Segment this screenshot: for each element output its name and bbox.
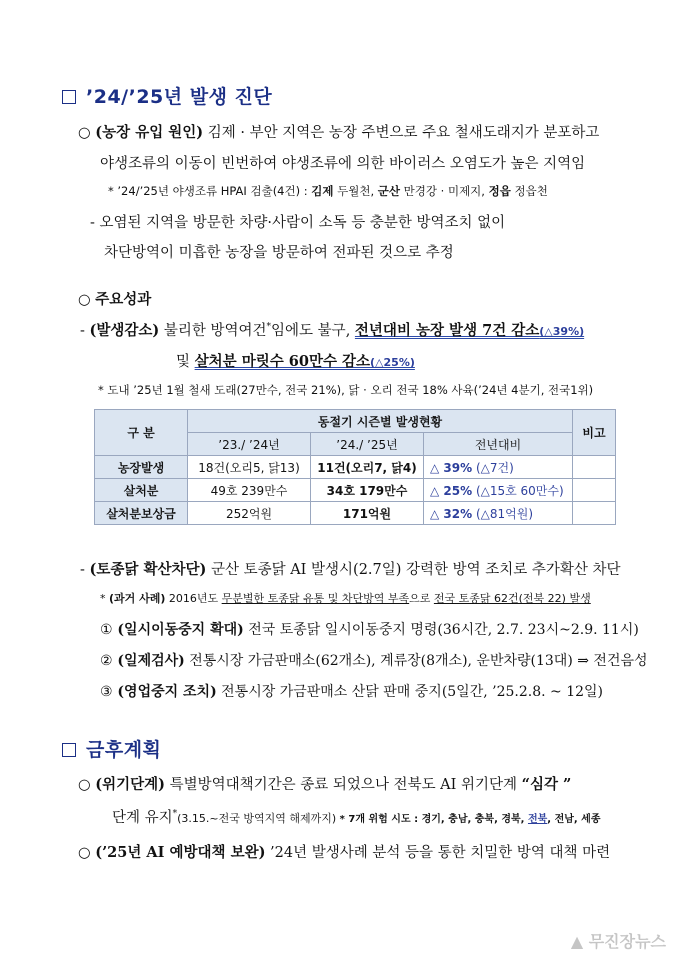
section-title-diagnosis: ’24/’25년 발생 진단 — [62, 82, 272, 109]
section-title-plan: 금후계획 — [62, 735, 161, 762]
header-2324: ’23./ ’24년 — [188, 433, 311, 456]
header-category: 구 분 — [95, 410, 188, 456]
circle-bullet-icon: ○ — [78, 845, 96, 861]
header-note: 비고 — [573, 410, 616, 456]
past-case-note: * (과거 사례) 2016년도 무분별한 토종닭 유통 및 차단방역 부족으로 전국 토종닭 62건(전북 22) 발생 — [100, 592, 591, 605]
decrease-line-1: - (발생감소) 불리한 방역여건*임에도 불구, 전년대비 농장 발생 7건 감소(△39%) — [80, 322, 585, 339]
prevention-line: ○ (’25년 AI 예방대책 보완) ’24년 발생사례 분석 등을 통한 치밀한 방역 대책 마련 — [78, 844, 611, 861]
header-group: 동절기 시즌별 발생현황 — [188, 410, 573, 433]
spread-line-1: - 오염된 지역을 방문한 차량·사람이 소독 등 충분한 방역조치 없이 — [90, 215, 506, 231]
table-row: 농장발생 18건(오리5, 닭13) 11건(오리7, 닭4) △ 39% (△7건) — [95, 456, 616, 479]
mountain-logo-icon: ▲ — [570, 932, 589, 951]
native-chicken-line: - (토종닭 확산차단) 군산 토종닭 AI 발생시(2.7일) 강력한 방역 조치로 추가확산 차단 — [80, 561, 621, 578]
square-bullet-icon — [62, 743, 76, 757]
outbreak-table — [94, 409, 616, 525]
crisis-line-1: ○ (위기단계) 특별방역대책기간은 종료 되었으나 전북도 AI 위기단계 “심각 ” — [78, 776, 572, 793]
header-yoy: 전년대비 — [424, 433, 573, 456]
cause-line-1: ○ (농장 유입 원인) 김제 · 부안 지역은 농장 주변으로 주요 철새도래지가 분포하고 — [78, 124, 600, 141]
results-heading: ○ 주요성과 — [78, 291, 152, 308]
circle-bullet-icon: ○ — [78, 125, 96, 141]
decrease-note: * 도내 ’25년 1월 철새 도래(27만수, 전국 21%), 닭 · 오리 전국 18% 사육(’24년 4분기, 전국1위) — [98, 383, 594, 397]
measure-3: ③ (영업중지 조치) 전통시장 가금판매소 산닭 판매 중지(5일간, ’25.2.8. ~ 12일) — [100, 684, 603, 700]
table-row: 살처분 49호 239만수 34호 179만수 △ 25% (△15호 60만수) — [95, 479, 616, 502]
header-2425: ’24./ ’25년 — [311, 433, 424, 456]
cause-note: * ’24/’25년 야생조류 HPAI 검출(4건) : 김제 두월천, 군산 만경강 · 미제지, 정읍 정읍천 — [108, 184, 548, 198]
cause-line-2: 야생조류의 이동이 빈번하여 야생조류에 의한 바이러스 오염도가 높은 지역임 — [100, 156, 586, 172]
measure-2: ② (일제검사) 전통시장 가금판매소(62개소), 계류장(8개소), 운반차량(13대) ⇒ 전건음성 — [100, 653, 648, 669]
square-bullet-icon — [62, 90, 76, 104]
decrease-line-2: 및 살처분 마릿수 60만수 감소(△25%) — [176, 353, 415, 370]
watermark: ▲ 무진장뉴스 — [570, 932, 666, 951]
crisis-line-2: 단계 유지*(3.15.~전국 방역지역 해제까지) * 7개 위험 시도 : 경기, 충남, 충북, 경북, 전북, 전남, 세종 — [112, 809, 601, 826]
measure-1: ① (일시이동중지 확대) 전국 토종닭 일시이동중지 명령(36시간, 2.7. 23시~2.9. 11시) — [100, 622, 639, 638]
table-row: 살처분보상금 252억원 171억원 △ 32% (△81억원) — [95, 502, 616, 525]
circle-bullet-icon: ○ — [78, 777, 96, 793]
circle-bullet-icon: ○ — [78, 292, 96, 308]
spread-line-2: 차단방역이 미흡한 농장을 방문하여 전파된 것으로 추정 — [104, 245, 454, 261]
